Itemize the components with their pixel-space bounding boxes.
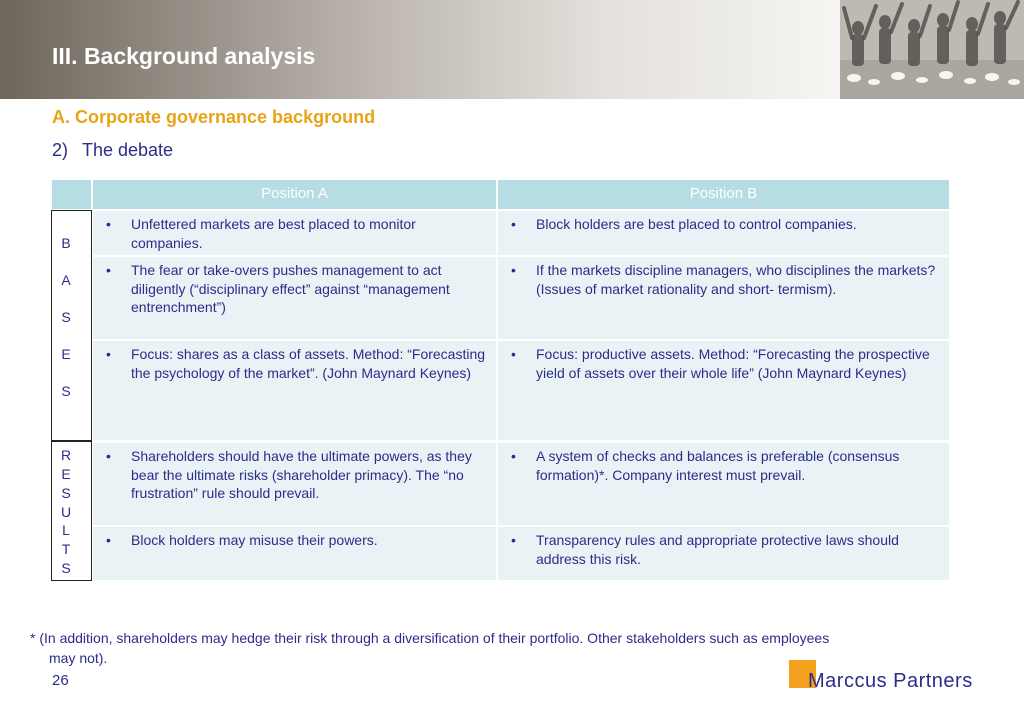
footnote-line-2: may not). — [49, 650, 108, 666]
cell-text: Block holders are best placed to control companies. — [536, 216, 857, 232]
results-letter: E — [61, 466, 71, 482]
table-cell-row4-position-a — [93, 443, 496, 525]
bullet-icon: • — [511, 532, 516, 548]
subheading-number: 2) — [52, 140, 69, 160]
bullet-icon: • — [511, 346, 516, 362]
cell-text: A system of checks and balances is preferable (consensus formation)*. Company interest must prevail. — [536, 448, 900, 483]
bullet-icon: • — [106, 346, 111, 362]
results-letter: S — [61, 485, 71, 501]
page-title: III. Background analysis — [52, 43, 316, 69]
table-cell-row5-position-a — [93, 527, 496, 580]
header-photo — [840, 0, 1024, 99]
section-title: A. Corporate governance background — [52, 107, 376, 127]
table-cell-row1-position-b — [498, 211, 949, 255]
table-cell-row3-position-a — [93, 341, 496, 440]
cell-text: Shareholders should have the ultimate powers, as they bear the ultimate risks (shareholder primacy). The “no frustration” rule should prevail. — [131, 448, 472, 501]
company-logo: Marccus Partners — [808, 670, 973, 692]
footnote-line-1: * (In addition, shareholders may hedge their risk through a diversification of their portfolio. Other stakeholders such as employees — [30, 630, 830, 646]
results-letter: L — [62, 522, 70, 538]
page-number: 26 — [52, 672, 69, 689]
table-cell-row2-position-b — [498, 257, 949, 339]
bullet-icon: • — [106, 532, 111, 548]
cell-text: Focus: shares as a class of assets. Method: “Forecasting the psychology of the market”. (John Maynard Keynes) — [131, 346, 486, 381]
cell-text: Unfettered markets are best placed to monitor companies. — [131, 216, 416, 251]
table-header-corner — [52, 180, 91, 209]
subheading-text: The debate — [82, 140, 174, 160]
bases-letter: S — [61, 383, 71, 399]
results-letter: S — [61, 560, 71, 576]
table-cell-row3-position-b — [498, 341, 949, 440]
bullet-icon: • — [511, 262, 516, 278]
bullet-icon: • — [106, 216, 111, 232]
table-cell-row1-position-a — [93, 211, 496, 255]
bases-letter: S — [61, 309, 71, 325]
cell-text: If the markets discipline managers, who disciplines the markets? (Issues of market rationality and short- termism). — [536, 262, 936, 297]
bullet-icon: • — [511, 448, 516, 464]
cell-text: Block holders may misuse their powers. — [131, 532, 378, 548]
column-header-position-a: Position A — [93, 180, 496, 209]
results-letter: T — [61, 541, 71, 557]
bases-letter: E — [61, 346, 71, 362]
cell-text: The fear or take-overs pushes management to act diligently (“disciplinary effect” against “management entrenchment”) — [131, 262, 450, 315]
table-cell-row2-position-a — [93, 257, 496, 339]
cell-text: Transparency rules and appropriate protective laws should address this risk. — [536, 532, 899, 567]
table-cell-row4-position-b — [498, 443, 949, 525]
section-subheading — [52, 140, 173, 161]
results-letter: U — [60, 504, 72, 520]
table-cell-row5-position-b — [498, 527, 949, 580]
bases-letter: B — [61, 235, 71, 251]
bullet-icon: • — [511, 216, 516, 232]
bases-letter: A — [61, 272, 71, 288]
bullet-icon: • — [106, 262, 111, 278]
bullet-icon: • — [106, 448, 111, 464]
column-header-position-b: Position B — [498, 180, 949, 209]
cell-text: Focus: productive assets. Method: “Forecasting the prospective yield of assets over their whole life” (John Maynard Keynes) — [536, 346, 930, 381]
results-letter: R — [60, 447, 72, 463]
